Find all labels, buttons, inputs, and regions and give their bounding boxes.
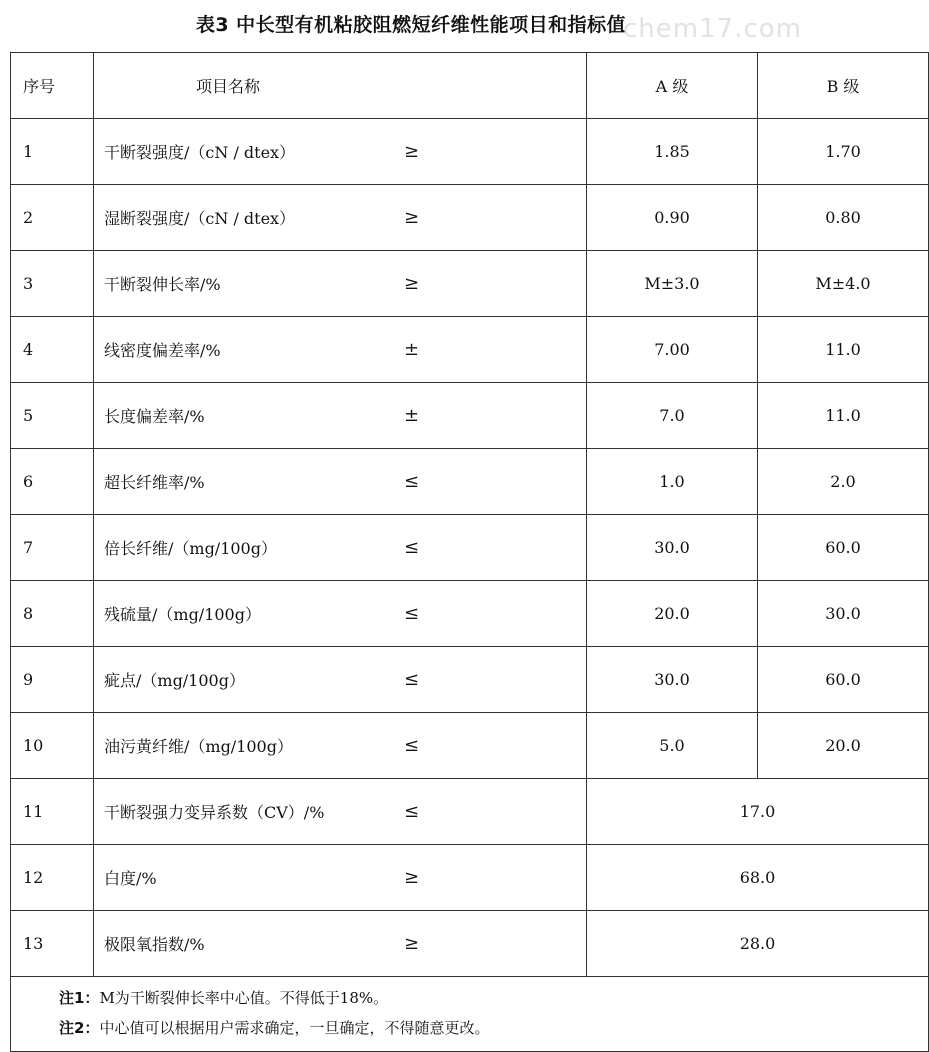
- table-row: [11, 779, 929, 845]
- grade-a-value: 5.0: [587, 713, 758, 779]
- grade-b-value: 11.0: [758, 317, 929, 383]
- row-number: 1: [11, 119, 94, 185]
- item-name: 极限氧指数/%: [104, 935, 205, 954]
- table-row: [11, 515, 929, 581]
- grade-a-value: 1.0: [587, 449, 758, 515]
- grade-a-value: 30.0: [587, 515, 758, 581]
- grade-b-value: 0.80: [758, 185, 929, 251]
- item-name: 干断裂强度/（cN / dtex）: [104, 143, 296, 162]
- item-name-cell: [94, 515, 587, 581]
- grade-b-value: 1.70: [758, 119, 929, 185]
- grade-a-value: 30.0: [587, 647, 758, 713]
- grade-b-value: M±4.0: [758, 251, 929, 317]
- comparison-operator: ±: [404, 339, 420, 360]
- header-row: [11, 53, 929, 119]
- item-name: 疵点/（mg/100g）: [104, 671, 245, 690]
- table-row: [11, 185, 929, 251]
- row-number: 8: [11, 581, 94, 647]
- grade-a-value: 1.85: [587, 119, 758, 185]
- comparison-operator: ≥: [404, 141, 420, 162]
- item-name: 干断裂强力变异系数（CV）/%: [104, 803, 325, 822]
- grade-b-value: 2.0: [758, 449, 929, 515]
- item-name: 长度偏差率/%: [104, 407, 205, 426]
- note-text: 中心值可以根据用户需求确定，一旦确定，不得随意更改。: [99, 1019, 490, 1037]
- row-number: 4: [11, 317, 94, 383]
- header-no: 序号: [11, 53, 94, 119]
- table-row: [11, 251, 929, 317]
- table-row: [11, 647, 929, 713]
- grade-b-value: 60.0: [758, 515, 929, 581]
- item-name-cell: [94, 581, 587, 647]
- grade-a-value: 20.0: [587, 581, 758, 647]
- comparison-operator: ≥: [404, 273, 420, 294]
- item-name-cell: [94, 845, 587, 911]
- item-name: 超长纤维率/%: [104, 473, 205, 492]
- grade-b-value: 20.0: [758, 713, 929, 779]
- comparison-operator: ±: [404, 405, 420, 426]
- row-number: 11: [11, 779, 94, 845]
- item-name-cell: [94, 449, 587, 515]
- row-number: 12: [11, 845, 94, 911]
- item-name-cell: [94, 647, 587, 713]
- header-grade-b: B 级: [758, 53, 929, 119]
- comparison-operator: ≥: [404, 933, 420, 954]
- table-title: 表3 中长型有机粘胶阻燃短纤维性能项目和指标值: [195, 14, 627, 36]
- grade-ab-value: 17.0: [587, 779, 929, 845]
- row-number: 7: [11, 515, 94, 581]
- grade-ab-value: 28.0: [587, 911, 929, 977]
- header-grade-a: A 级: [587, 53, 758, 119]
- comparison-operator: ≤: [404, 669, 420, 690]
- row-number: 13: [11, 911, 94, 977]
- row-number: 2: [11, 185, 94, 251]
- note-text: M为干断裂伸长率中心值。不得低于18%。: [99, 989, 389, 1007]
- table-row: [11, 119, 929, 185]
- grade-ab-value: 68.0: [587, 845, 929, 911]
- item-name-cell: [94, 185, 587, 251]
- item-name: 油污黄纤维/（mg/100g）: [104, 737, 293, 756]
- grade-a-value: 0.90: [587, 185, 758, 251]
- table-row: [11, 581, 929, 647]
- comparison-operator: ≤: [404, 471, 420, 492]
- row-number: 10: [11, 713, 94, 779]
- table-row: [11, 845, 929, 911]
- note-label: 注1：: [59, 989, 100, 1007]
- item-name-cell: [94, 119, 587, 185]
- grade-a-value: 7.00: [587, 317, 758, 383]
- comparison-operator: ≤: [404, 603, 420, 624]
- item-name: 干断裂伸长率/%: [104, 275, 221, 294]
- grade-a-value: 7.0: [587, 383, 758, 449]
- grade-a-value: M±3.0: [587, 251, 758, 317]
- item-name: 白度/%: [104, 869, 157, 888]
- item-name: 线密度偏差率/%: [104, 341, 221, 360]
- item-name-cell: [94, 713, 587, 779]
- item-name-cell: [94, 383, 587, 449]
- row-number: 3: [11, 251, 94, 317]
- table-row: [11, 911, 929, 977]
- notes-row: [11, 977, 929, 1052]
- grade-b-value: 30.0: [758, 581, 929, 647]
- comparison-operator: ≤: [404, 801, 420, 822]
- item-name-cell: [94, 911, 587, 977]
- note-label: 注2：: [59, 1019, 100, 1037]
- comparison-operator: ≤: [404, 537, 420, 558]
- header-name: 项目名称: [94, 53, 587, 119]
- row-number: 6: [11, 449, 94, 515]
- item-name: 残硫量/（mg/100g）: [104, 605, 261, 624]
- table-row: [11, 713, 929, 779]
- row-number: 9: [11, 647, 94, 713]
- table-row: [11, 383, 929, 449]
- note-line: [59, 983, 928, 1013]
- cut-off-text: [0, 1046, 830, 1052]
- comparison-operator: ≤: [404, 735, 420, 756]
- item-name-cell: [94, 317, 587, 383]
- comparison-operator: ≥: [404, 867, 420, 888]
- comparison-operator: ≥: [404, 207, 420, 228]
- item-name: 湿断裂强度/（cN / dtex）: [104, 209, 296, 228]
- item-name-cell: [94, 251, 587, 317]
- table-row: [11, 317, 929, 383]
- item-name: 倍长纤维/（mg/100g）: [104, 539, 277, 558]
- item-name-cell: [94, 779, 587, 845]
- spec-table: [10, 52, 929, 1052]
- row-number: 5: [11, 383, 94, 449]
- notes-cell: [11, 977, 929, 1052]
- grade-b-value: 60.0: [758, 647, 929, 713]
- grade-b-value: 11.0: [758, 383, 929, 449]
- table-row: [11, 449, 929, 515]
- watermark: chem17.com: [623, 14, 802, 44]
- note-line: [59, 1013, 928, 1043]
